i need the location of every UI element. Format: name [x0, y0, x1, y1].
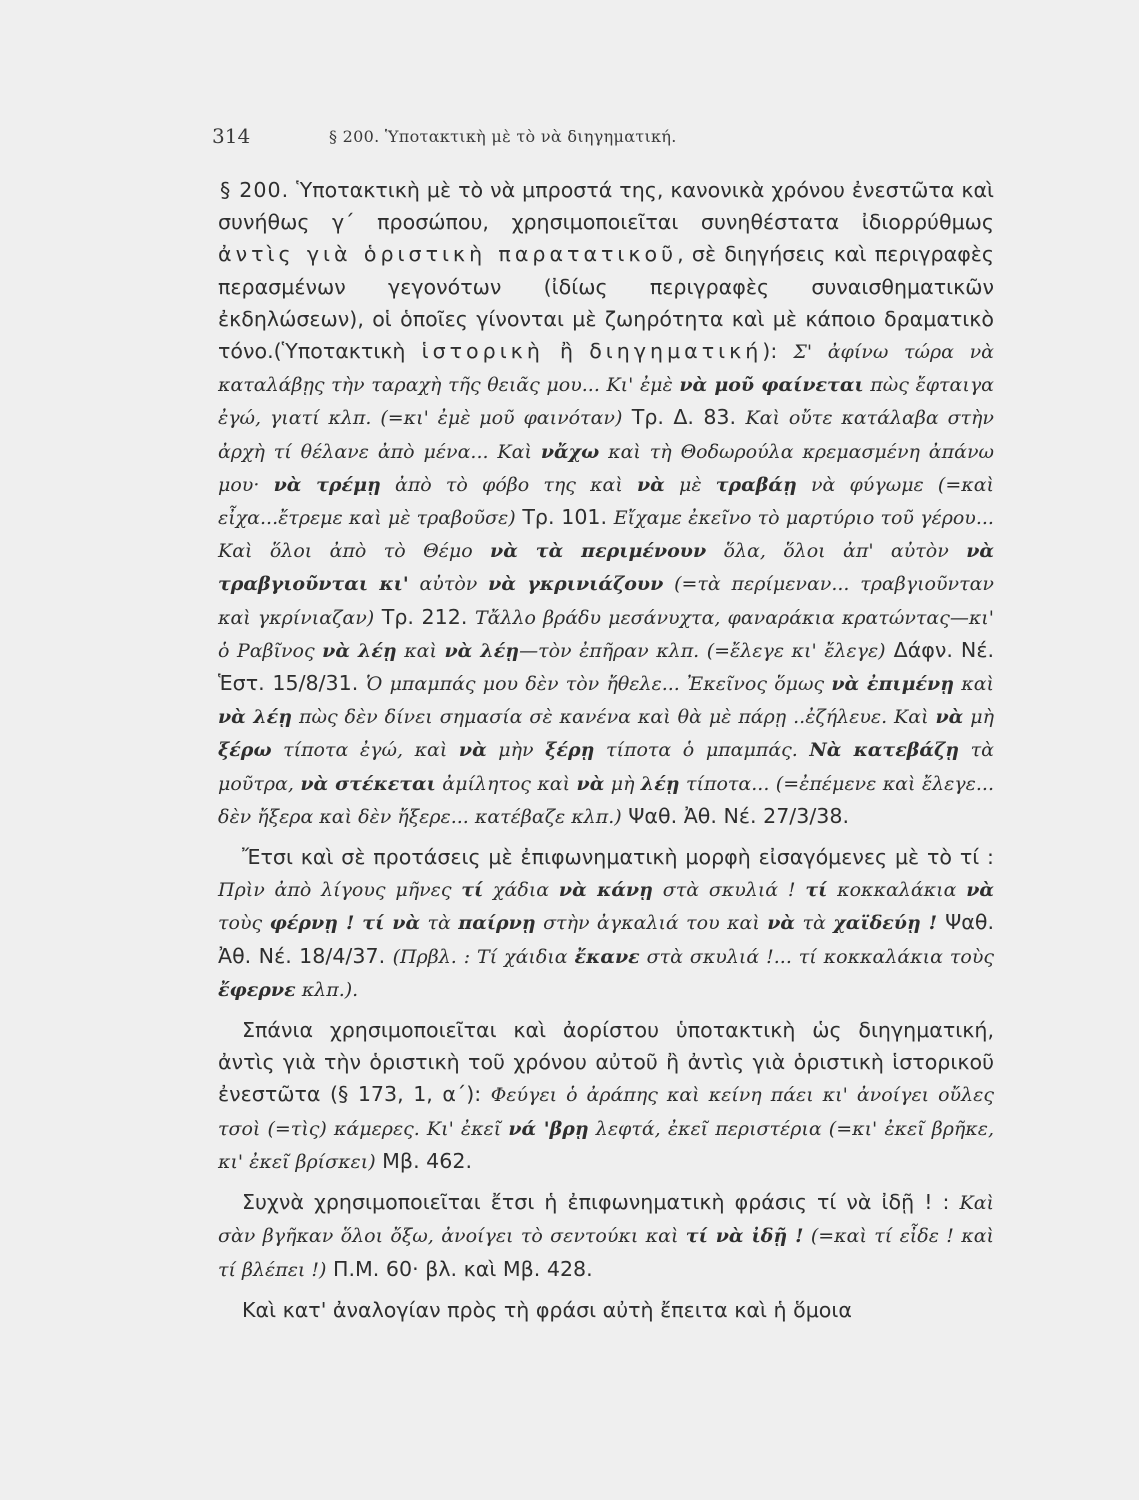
text-run: Ψαθ. Ἀθ. Νέ. 27/3/38. [621, 803, 850, 828]
text-run: ): [762, 339, 794, 364]
text-run: νὰ τρέμῃ [273, 473, 381, 496]
paragraph-analogy [218, 1294, 994, 1326]
text-run: νὰ κάνῃ [558, 879, 653, 902]
text-run: Τρ. 212. [374, 604, 475, 629]
text-run: ἀπὸ τὸ φόβο της καὶ [380, 473, 637, 496]
text-run: Νὰ κατεβάζῃ [809, 739, 960, 762]
text-run: διηγηματική [589, 339, 763, 364]
text-run: φέρνῃ ! τί νὰ [269, 912, 421, 935]
text-run: Φεύγει ὁ ἀράπης καὶ κείνη πάει κι' ἀνοίγει οὔλες τσοὶ (=τὶς) κάμερες. Κι' ἐκεῖ [218, 1084, 994, 1140]
text-run: Τἄλλο βράδυ μεσάνυχτα, φαναράκια κρατώντας—κι' ὁ Ραβῖνος [218, 606, 994, 662]
body-text [218, 174, 994, 1334]
text-run: στὰ σκυλιά !... τί κοκκαλάκια τοὺς [639, 945, 995, 968]
page-number: 314 [212, 124, 251, 148]
text-run: ἀμίλητος καὶ [435, 772, 577, 795]
text-run: Καὶ κατ' ἀναλογίαν πρὸς τὴ φράσι αὐτὴ ἔπειτα καὶ ἡ ὅμοια [242, 1297, 852, 1322]
running-title: § 200. Ὑποτακτικὴ μὲ τὸ νὰ διηγηματική. [329, 127, 677, 146]
text-run: τίποτα... (=ἐπέμενε καὶ ἔλεγε... δὲν ἤξερα καὶ δὲν ἤξερε... κατέβαζε κλπ.) [218, 772, 994, 828]
paragraph-exclamatory [218, 841, 994, 1006]
text-run: καὶ [954, 673, 994, 696]
text-run: (=καὶ τί εἶδε ! καὶ τί βλέπει !) [218, 1225, 995, 1281]
paragraph-aorist-subjunctive [218, 1014, 994, 1178]
text-run: παίρνῃ [458, 912, 536, 935]
text-run: § 200. [220, 178, 290, 202]
text-run: νὰ τὰ περιμένουν [490, 540, 707, 563]
text-run: νὰ [458, 739, 487, 762]
text-run: Π.Μ. 60· βλ. καὶ Μβ. 428. [326, 1256, 593, 1281]
text-run: λεφτά, ἐκεῖ περιστέρια (=κι' ἐκεῖ βρῆκε, κι' ἐκεῖ βρίσκει) [218, 1117, 994, 1173]
text-run: τί νὰ ἰδῇ ! [685, 1225, 804, 1248]
text-run: —τὸν ἐπῆραν κλπ. (=ἔλεγε κι' ἔλεγε) [519, 639, 886, 662]
text-run: , σὲ διηγήσεις καὶ περιγραφὲς περασμένων γεγονότων (ἰδίως περιγραφὲς συναισθηματικῶν ἐκδηλώσεων), οἱ ὁποῖες γίνονται μὲ ζωηρότητα καὶ μὲ κάποιο δραματικὸ τόνο.(Ὑποτακτικὴ [218, 242, 995, 364]
text-run: Ὑποτακτικὴ μὲ τὸ νὰ μπροστά της, κανονικὰ χρόνου ἐνεστῶτα καὶ συνήθως γ΄ προσώπου, χρησιμοποιεῖται συνηθέστατα ἰδιορρύθμως [218, 178, 995, 235]
text-run: ἀντὶς γιὰ ὁριστικὴ παρατατικοῦ [218, 242, 678, 267]
text-run: νὰ [966, 879, 994, 902]
text-run: ἔκανε [574, 945, 640, 968]
text-run: Ψαθ. Ἀθ. Νέ. 18/4/37. [218, 910, 995, 968]
text-run: τὰ μοῦτρα, [218, 739, 994, 795]
text-run: μὴ [604, 772, 641, 795]
text-run: Μβ. 462. [375, 1148, 473, 1173]
text-run: καὶ [396, 639, 445, 662]
text-run: τί [461, 879, 484, 902]
text-run: τραβάῃ [715, 473, 797, 496]
text-run: νὰ λέῃ [322, 639, 397, 662]
text-run: νὰ ἐπιμένῃ [831, 673, 955, 696]
text-run: νὰ στέκεται [300, 772, 436, 795]
text-run: νὰ μοῦ φαίνεται [679, 374, 864, 397]
text-run: καὶ τὴ Θοδωρούλα κρεμασμένη ἀπάνω μου· [218, 440, 994, 496]
paragraph-ti-na-idi [218, 1186, 994, 1286]
text-run: λέῃ [640, 772, 680, 795]
text-run: ἱστορικὴ [421, 339, 544, 364]
text-run: τὰ [420, 912, 459, 935]
text-run: μὴ [963, 706, 994, 729]
text-run: Τρ. 101. [515, 505, 614, 530]
text-run: Καὶ οὔτε κατάλαβα στὴν ἀρχὴ τί θέλανε ἀπὸ μένα... Καὶ [218, 407, 994, 463]
text-run: κλπ.). [295, 978, 359, 1001]
text-run: μὴν [486, 739, 546, 762]
text-run: χαϊδεύῃ ! [833, 912, 938, 935]
text-run: (Πρβλ. : Τί χάιδια [392, 945, 575, 968]
text-run: νὰ γκρινιάζουν [488, 573, 664, 596]
text-run: ἢ [543, 339, 590, 364]
text-run: νὰ [576, 772, 605, 795]
text-run: Καὶ σὰν βγῆκαν ὅλοι ὄξω, ἀνοίγει τὸ σεντούκι καὶ [218, 1192, 994, 1248]
text-run: Συχνὰ χρησιμοποιεῖται ἔτσι ἡ ἐπιφωνηματικὴ φράσις τί νὰ ἰδῇ ! : [242, 1190, 960, 1215]
text-run: στὰ σκυλιά ! [652, 879, 806, 902]
text-run: νὰ [636, 473, 665, 496]
text-run: Δάφν. Νέ. Ἑστ. 15/8/31. [218, 637, 994, 696]
text-run: Πρὶν ἀπὸ λίγους μῆνες [218, 879, 462, 902]
text-run: κοκκαλάκια [827, 879, 967, 902]
text-run: τὰ [795, 912, 834, 935]
text-run: ξέρῃ [545, 739, 595, 762]
text-run: ἔφερνε [218, 978, 296, 1001]
text-run: νὰ λέῃ [218, 706, 293, 729]
text-run: νά 'βρῃ [508, 1117, 589, 1140]
text-run: μὲ [664, 473, 716, 496]
text-run: νὰ τραβγιοῦνται κι' [218, 540, 994, 596]
text-run: νὰ φύγωμε (=καὶ εἶχα...ἔτρεμε καὶ μὲ τραβοῦσε) [218, 473, 994, 530]
text-run: στὴν ἀγκαλιά του καὶ [535, 912, 768, 935]
running-header [212, 124, 1012, 154]
text-run: Εἴχαμε ἐκεῖνο τὸ μαρτύριο τοῦ γέρου... Καὶ ὅλοι ἀπὸ τὸ Θέμο [218, 507, 994, 563]
text-run: (=τὰ περίμεναν... τραβγιοῦνταν καὶ γκρίνιαζαν) [218, 573, 994, 629]
text-run: ὅλα, ὅλοι ἀπ' αὐτὸν [706, 540, 967, 563]
text-run: Σπάνια χρησιμοποιεῖται καὶ ἀορίστου ὑποτακτικὴ ὡς διηγηματική, ἀντὶς γιὰ τὴν ὁριστικὴ τοῦ χρόνου αὐτοῦ ἢ ἀντὶς γιὰ ὁριστικὴ ἱστορικοῦ ἐνεστῶτα (§ 173, 1, α΄): [218, 1018, 994, 1107]
text-run: πὼς δὲν δίνει σημασία σὲ κανένα καὶ θὰ μὲ πάρῃ ..ἐζήλευε. Καὶ [292, 706, 936, 729]
text-run: τίποτα ἐγώ, καὶ [271, 739, 459, 762]
text-run: Τρ. Δ. 83. [622, 405, 746, 430]
text-run: χάδια [483, 879, 559, 902]
text-run: νὰ [935, 706, 964, 729]
text-run: τί [805, 879, 828, 902]
text-run: νὰ [767, 912, 796, 935]
text-run: ξέρω [218, 739, 272, 762]
text-run: Ὁ μπαμπάς μου δὲν τὸν ἤθελε... Ἐκεῖνος ὅμως [366, 673, 832, 696]
text-run: Σ' ἀφίνω τώρα νὰ καταλάβῃς τὴν ταραχὴ τῆς θειᾶς μου... Κι' ἐμὲ [218, 341, 994, 397]
text-run: τίποτα ὁ μπαμπάς. [594, 739, 810, 762]
text-run: τοὺς [218, 912, 270, 935]
paragraph-section-200 [218, 174, 994, 833]
text-run: πὼς ἔφταιγα ἐγώ, γιατί κλπ. (=κι' ἐμὲ μοῦ φαινόταν) [218, 374, 995, 430]
text-run: Ἔτσι καὶ σὲ προτάσεις μὲ ἐπιφωνηματικὴ μορφὴ εἰσαγόμενες μὲ τὸ τί : [242, 845, 994, 870]
text-run: αὐτὸν [408, 573, 489, 596]
text-run: νἄχω [540, 440, 600, 463]
text-run: νὰ λέῃ [444, 639, 520, 662]
